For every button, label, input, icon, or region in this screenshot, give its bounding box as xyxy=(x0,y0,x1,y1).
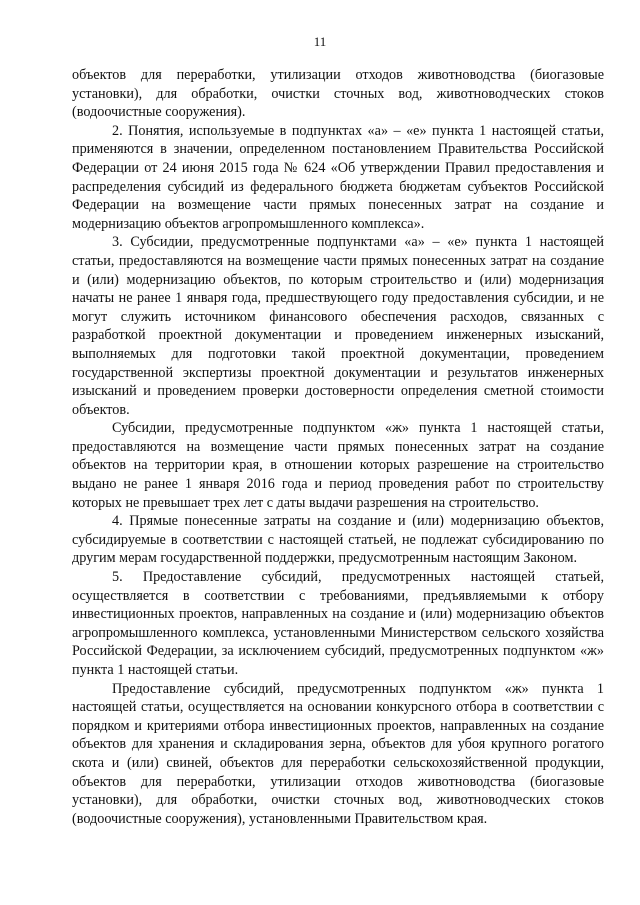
document-body xyxy=(72,66,604,828)
paragraph-5-provision: Предоставление субсидий, предусмотренных подпунктом «ж» пункта 1 настоящей статьи, осуществляется на основании конкурсного отбора в соответствии с порядком и критериями отбора инвестиционных проектов, направленных на создание объектов для хранения и складирования зерна, объектов для убоя крупного рогатого скота и (или) свиней, объектов для переработки сельскохозяйственной продукции, объектов для переработки, утилизации отходов животноводства (биогазовые установки), для обработки, очистки сточных вод, животноводческих стоков (водоочистные сооружения), установленными Правительством края. xyxy=(72,680,604,827)
paragraph-continuation: объектов для переработки, утилизации отходов животноводства (биогазовые установки), для обработки, очистки сточных вод, животноводческих стоков (водоочистные сооружения). xyxy=(72,67,604,121)
paragraph-2: 2. Понятия, используемые в подпунктах «а» – «е» пункта 1 настоящей статьи, применяются в значении, определенном постановлением Правительства Российской Федерации от 24 июня 2015 года № 624 «Об утверждении Правил предоставления и распределения субсидий из федерального бюджета бюджетам субъектов Российской Федерации на возмещение части прямых понесенных затрат на создание и модернизацию объектов агропромышленного комплекса». xyxy=(72,122,604,232)
paragraph-3: 3. Субсидии, предусмотренные подпунктами «а» – «е» пункта 1 настоящей статьи, предоставляются на возмещение части прямых понесенных затрат на создание и (или) модернизацию объектов, по которым строительство и (или) модернизация начаты не ранее 1 января года, предшествующего году предоставления субсидии, и не могут служить источником финансового обеспечения расходов, связанных с разработкой проектной документации и проведением инженерных изысканий, выполняемых для подготовки такой проектной документации, проведением государственной экспертизы проектной документации и результатов инженерных изысканий и проведением проверки достоверности определения сметной стоимости объектов. xyxy=(72,234,604,418)
paragraph-5: 5. Предоставление субсидий, предусмотренных настоящей статьей, осуществляется в соответствии с требованиями, предъявляемыми к отбору инвестиционных проектов, направленных на создание и (или) модернизацию объектов агропромышленного комплекса, установленными Министерством сельского хозяйства Российской Федерации, за исключением субсидий, предусмотренных подпунктом «ж» пункта 1 настоящей статьи. xyxy=(72,569,604,678)
paragraph-4: 4. Прямые понесенные затраты на создание и (или) модернизацию объектов, субсидируемые в соответствии с настоящей статьей, не подлежат субсидированию по другим мерам государственной поддержки, предусмотренным настоящим Законом. xyxy=(72,513,604,567)
page-number: 11 xyxy=(313,34,327,49)
paragraph-3-subsidies: Субсидии, предусмотренные подпунктом «ж» пункта 1 настоящей статьи, предоставляются на возмещение части прямых понесенных затрат на создание объектов на территории края, в отношении которых разрешение на строительство выдано не ранее 1 января 2016 года и период проведения работ по строительству которых не превышает трех лет с даты выдачи разрешения на строительство. xyxy=(72,420,604,511)
